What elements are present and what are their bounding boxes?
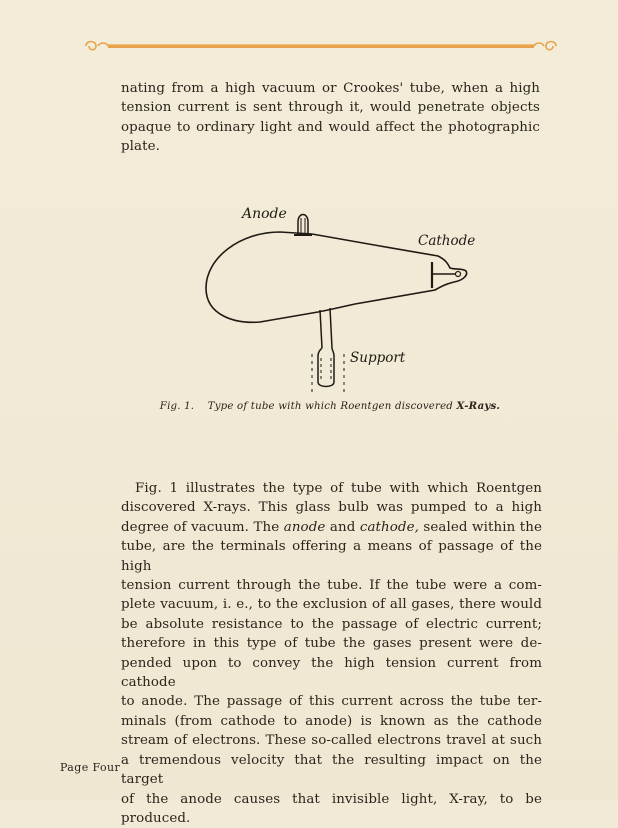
text-line: tension current through the tube. If the tube were a com-: [121, 576, 542, 595]
emphasis-anode: anode: [284, 520, 326, 535]
text-segment: degree of vacuum. The: [121, 520, 279, 535]
text-segment: and: [330, 520, 355, 535]
figure-caption: [150, 400, 510, 412]
text-line: plete vacuum, i. e., to the exclusion of all gases, there would: [121, 595, 542, 614]
text-line: a tremendous velocity that the resulting impact on the target: [121, 751, 542, 790]
text-line: opaque to ordinary light and would affect the photographic: [121, 118, 540, 137]
text-line: tube, are the terminals offering a means of passage of the high: [121, 537, 542, 576]
text-line: therefore in this type of tube the gases present were de-: [121, 634, 542, 653]
text-line: to anode. The passage of this current across the tube ter-: [121, 692, 542, 711]
cathode-label: Cathode: [418, 233, 475, 249]
emphasis-cathode: cathode,: [360, 520, 419, 535]
main-paragraph: [121, 479, 542, 828]
text-line: minals (from cathode to anode) is known as the cathode: [121, 712, 542, 731]
page-number-footer: Page Four: [60, 761, 120, 774]
text-line: nating from a high vacuum or Crookes' tube, when a high: [121, 79, 540, 98]
text-line: of the anode causes that invisible light, X-ray, to be produced.: [121, 790, 542, 828]
caption-text: Type of tube with which Roentgen discovered: [208, 401, 453, 412]
text-line: Fig. 1 illustrates the type of tube with which Roentgen: [121, 479, 542, 498]
text-line: discovered X-rays. This glass bulb was pumped to a high: [121, 498, 542, 517]
top-paragraph: [121, 79, 540, 157]
anode-label: Anode: [240, 206, 287, 222]
text-segment: sealed within the: [423, 520, 542, 535]
anode-electrode: [294, 215, 312, 236]
support-label: Support: [350, 350, 406, 366]
crookes-tube-diagram: [180, 198, 480, 394]
text-line-with-emphasis: [121, 518, 542, 537]
text-line: be absolute resistance to the passage of electric current;: [121, 615, 542, 634]
text-line: tension current is sent through it, would penetrate objects: [121, 98, 540, 117]
support-tube: [318, 348, 334, 387]
figure-number: Fig. 1.: [160, 401, 194, 412]
header-ornament-rule: [82, 36, 560, 56]
text-line: stream of electrons. These so-called electrons travel at such: [121, 731, 542, 750]
text-line: plate.: [121, 137, 540, 156]
text-line: pended upon to convey the high tension current from cathode: [121, 654, 542, 693]
caption-bold-text: X-Rays.: [457, 400, 501, 412]
